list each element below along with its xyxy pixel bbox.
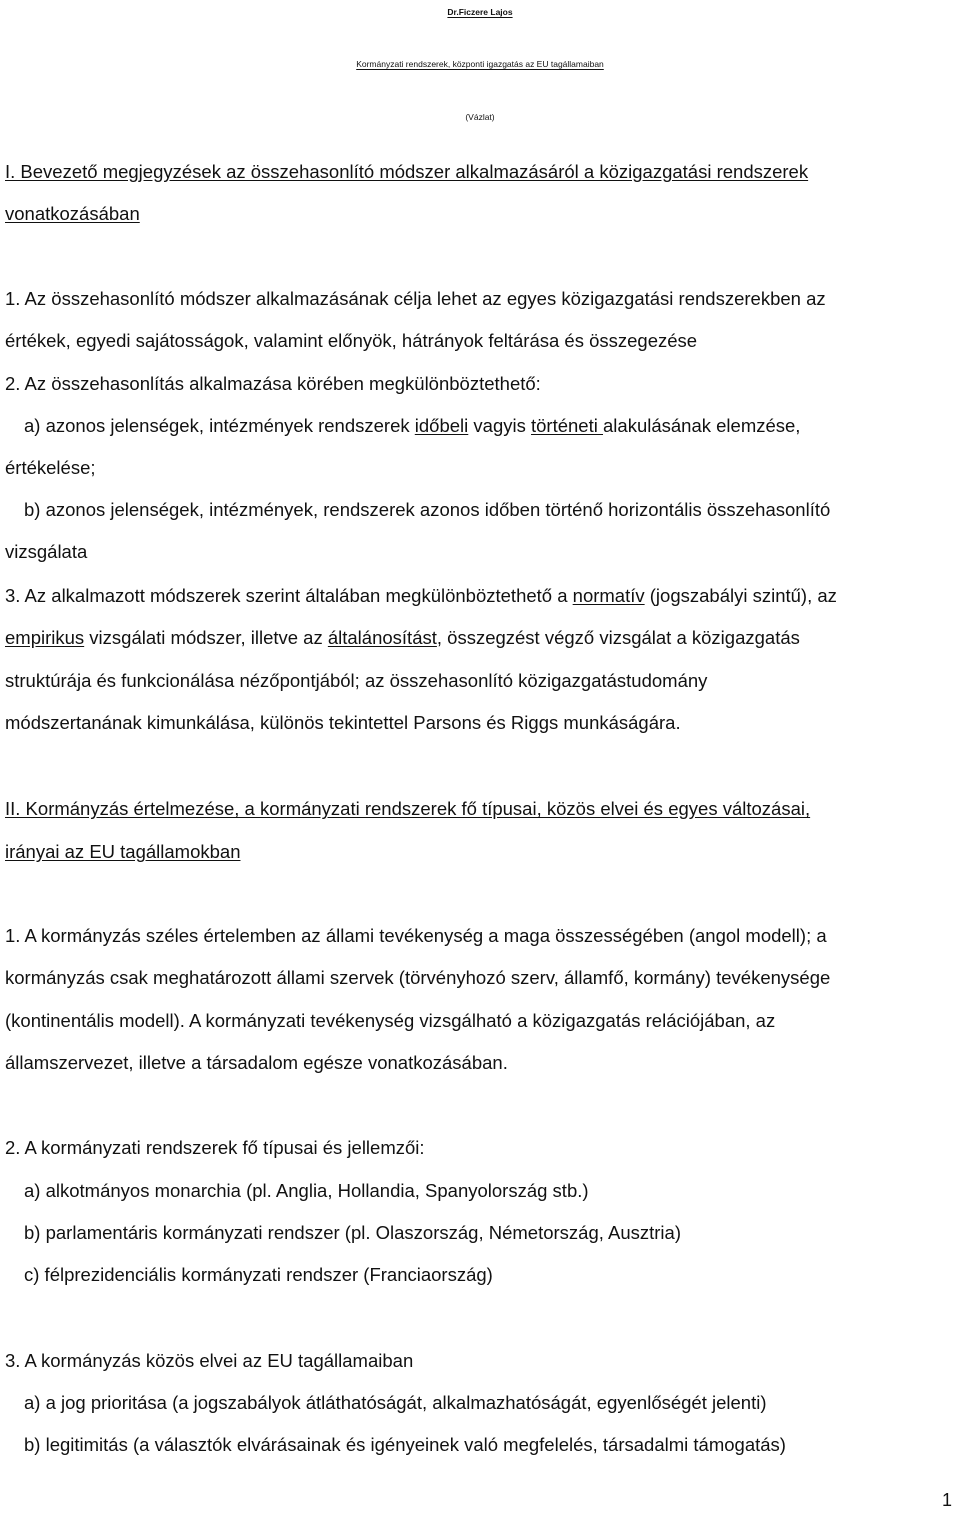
- paragraph-2-1-line-1: 1. A kormányzás széles értelemben az állami tevékenység a maga összességében (angol modell); a: [5, 925, 827, 946]
- paragraph-2-2-line-1: 2. A kormányzati rendszerek fő típusai és jellemzői:: [5, 1137, 425, 1158]
- paragraph-2-2-item-a: a) alkotmányos monarchia (pl. Anglia, Hollandia, Spanyolország stb.): [24, 1180, 589, 1201]
- paragraph-2-1-line-2: kormányzás csak meghatározott állami szervek (törvényhozó szerv, államfő, kormány) tevékenysége: [5, 967, 831, 988]
- paragraph-1-3-line-2: [5, 626, 800, 650]
- underlined-term: empirikus: [5, 627, 85, 648]
- section-1-heading-line-2: vonatkozásában: [5, 203, 140, 224]
- paragraph-1-3-line-1: [5, 584, 837, 608]
- page-number: 1: [941, 1490, 952, 1510]
- text: vagyis: [468, 415, 531, 436]
- text: a) azonos jelenségek, intézmények rendszerek: [24, 415, 415, 436]
- underlined-term: normatív: [572, 585, 645, 606]
- draft-label: (Vázlat): [465, 112, 495, 122]
- text: 3. Az alkalmazott módszerek szerint általában megkülönböztethető a: [5, 585, 573, 606]
- paragraph-2-3-item-a: a) a jog prioritása (a jogszabályok átláthatóságát, alkalmazhatóságát, egyenlőségét jelenti): [24, 1392, 767, 1413]
- section-2-heading-line-2: irányai az EU tagállamokban: [5, 841, 241, 862]
- paragraph-1-2b-line-2: vizsgálata: [5, 541, 88, 562]
- underlined-term: általánosítást: [327, 627, 437, 648]
- paragraph-1-3-line-3: struktúrája és funkcionálása nézőpontjából; az összehasonlító közigazgatástudomány: [5, 670, 708, 691]
- section-1-heading-line-1: I. Bevezető megjegyzések az összehasonlító módszer alkalmazásáról a közigazgatási rendszerek: [5, 161, 809, 182]
- text: (jogszabályi szintű), az: [644, 585, 837, 606]
- paragraph-2-1-line-4: államszervezet, illetve a társadalom egésze vonatkozásában.: [5, 1052, 508, 1073]
- paragraph-2-3-line-1: 3. A kormányzás közös elvei az EU tagállamaiban: [5, 1350, 414, 1371]
- section-2-heading-line-1: II. Kormányzás értelmezése, a kormányzati rendszerek fő típusai, közös elvei és egyes változásai,: [5, 798, 811, 819]
- text: alakulásának elemzése,: [603, 415, 801, 436]
- paragraph-1-2a-line-2: értékelése;: [5, 457, 96, 478]
- author-line: Dr.Ficzere Lajos: [447, 7, 513, 17]
- text: , összegzést végző vizsgálat a közigazgatás: [436, 627, 800, 648]
- paragraph-2-3-item-b: b) legitimitás (a választók elvárásainak és igényeinek való megfelelés, társadalmi támogatás): [24, 1434, 786, 1455]
- document-title: Kormányzati rendszerek, központi igazgatás az EU tagállamaiban: [356, 59, 604, 69]
- underlined-term: időbeli: [414, 415, 469, 436]
- paragraph-2-1-line-3: (kontinentális modell). A kormányzati tevékenység vizsgálható a közigazgatás relációjában, az: [5, 1010, 776, 1031]
- text: vizsgálati módszer, illetve az: [84, 627, 328, 648]
- paragraph-1-2-line-1: 2. Az összehasonlítás alkalmazása körében megkülönböztethető:: [5, 373, 541, 394]
- paragraph-1-2a-line-1: [24, 414, 800, 438]
- paragraph-1-2b-line-1: b) azonos jelenségek, intézmények, rendszerek azonos időben történő horizontális összehasonlító: [24, 499, 831, 520]
- paragraph-1-1-line-1: 1. Az összehasonlító módszer alkalmazásának célja lehet az egyes közigazgatási rendszerekben az: [5, 288, 826, 309]
- paragraph-1-3-line-4: módszertanának kimunkálása, különös tekintettel Parsons és Riggs munkáságára.: [5, 712, 681, 733]
- underlined-term: történeti: [531, 415, 603, 436]
- paragraph-1-1-line-2: értékek, egyedi sajátosságok, valamint előnyök, hátrányok feltárása és összegezése: [5, 330, 698, 351]
- paragraph-2-2-item-c: c) félprezidenciális kormányzati rendszer (Franciaország): [24, 1264, 493, 1285]
- paragraph-2-2-item-b: b) parlamentáris kormányzati rendszer (pl. Olaszország, Németország, Ausztria): [24, 1222, 681, 1243]
